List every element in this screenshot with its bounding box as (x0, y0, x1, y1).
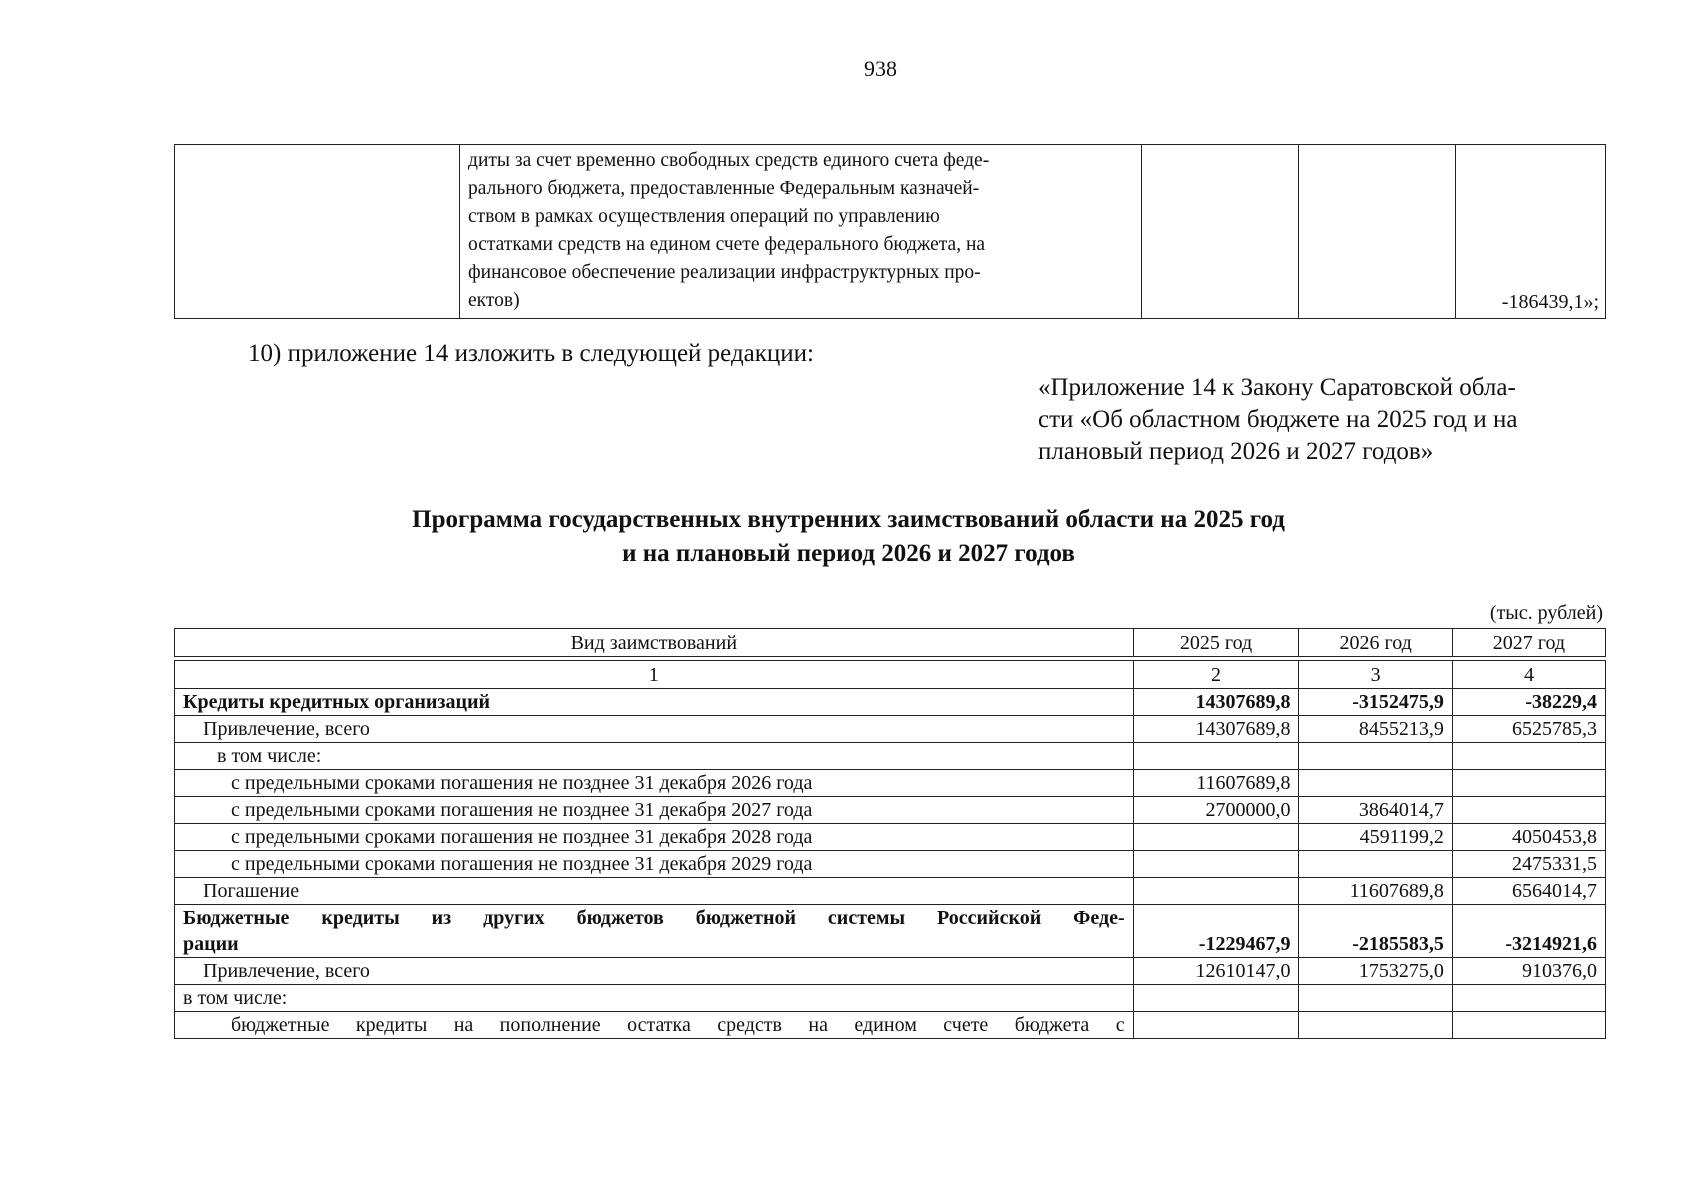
value-2027: 2475331,5 (1452, 851, 1605, 878)
row-label: с предельными сроками погашения не позднее 31 декабря 2026 года (175, 770, 1134, 797)
value-2026 (1299, 743, 1452, 770)
value-2027 (1452, 743, 1605, 770)
value-2025: 2700000,0 (1133, 797, 1299, 824)
row-label-line: рации (183, 933, 239, 955)
value-2026 (1299, 770, 1452, 797)
value-cell: -186439,1»; (1455, 145, 1605, 319)
text-line: диты за счет временно свободных средств единого счета феде- (468, 150, 990, 171)
value-2025 (1133, 985, 1299, 1012)
value-2025: -1229467,9 (1133, 905, 1299, 958)
value-2026 (1299, 985, 1452, 1012)
column-number: 1 (175, 661, 1134, 689)
row-label (175, 905, 1134, 958)
row-label: бюджетные кредиты на пополнение остатка средств на едином счете бюджета с (175, 1012, 1134, 1039)
value-2025: 11607689,8 (1133, 770, 1299, 797)
column-number-row (175, 661, 1606, 689)
value-2025: 14307689,8 (1133, 716, 1299, 743)
table-row (175, 824, 1606, 851)
title-line: Программа государственных внутренних заимствований области на 2025 год (412, 506, 1285, 533)
row-label: с предельными сроками погашения не позднее 31 декабря 2029 года (175, 851, 1134, 878)
table-row (175, 689, 1606, 716)
table-row (175, 985, 1606, 1012)
row-label: Кредиты кредитных организаций (175, 689, 1134, 716)
row-label: в том числе: (175, 743, 1134, 770)
value-2026 (1299, 851, 1452, 878)
column-header: Вид заимствований (175, 629, 1134, 657)
continuation-table (174, 144, 1606, 319)
value-2026: -2185583,5 (1299, 905, 1452, 958)
value-2025: 14307689,8 (1133, 689, 1299, 716)
row-label: с предельными сроками погашения не позднее 31 декабря 2027 года (175, 797, 1134, 824)
column-header: 2025 год (1133, 629, 1299, 657)
header-row (175, 629, 1606, 657)
value-2025 (1133, 1012, 1299, 1039)
document-title (0, 503, 1697, 571)
value-2026: 1753275,0 (1299, 958, 1452, 985)
table-row (175, 905, 1606, 958)
value-2027: 910376,0 (1452, 958, 1605, 985)
title-line: и на плановый период 2026 и 2027 годов (622, 540, 1075, 567)
value-2025 (1133, 824, 1299, 851)
empty-cell (1141, 145, 1298, 319)
row-label: Привлечение, всего (175, 958, 1134, 985)
instruction-text: 10) приложение 14 изложить в следующей редакции: (248, 340, 814, 367)
table-row (175, 716, 1606, 743)
table-row (175, 770, 1606, 797)
empty-cell (1298, 145, 1455, 319)
value-2025 (1133, 743, 1299, 770)
value-2027: 6525785,3 (1452, 716, 1605, 743)
value-2025: 12610147,0 (1133, 958, 1299, 985)
description-cell (460, 145, 1142, 319)
page-number: 938 (864, 56, 897, 81)
value-2026: 4591199,2 (1299, 824, 1452, 851)
table-row (175, 1012, 1606, 1039)
value-2025 (1133, 851, 1299, 878)
appendix-note (1038, 372, 1606, 468)
column-number: 3 (1299, 661, 1452, 689)
value-2027 (1452, 770, 1605, 797)
value-2026: 8455213,9 (1299, 716, 1452, 743)
column-header: 2026 год (1299, 629, 1452, 657)
empty-cell (175, 145, 460, 319)
text-line: рального бюджета, предоставленные Федеральным казначей- (468, 178, 980, 199)
units-label: (тыс. рублей) (1489, 602, 1603, 624)
table-row (175, 797, 1606, 824)
value-2026 (1299, 1012, 1452, 1039)
text-line: ектов) (468, 290, 520, 311)
value-2026: 11607689,8 (1299, 878, 1452, 905)
value-2025 (1133, 878, 1299, 905)
value-2027 (1452, 797, 1605, 824)
value-2027: 4050453,8 (1452, 824, 1605, 851)
column-header: 2027 год (1452, 629, 1605, 657)
table-row (175, 145, 1606, 319)
row-label: с предельными сроками погашения не позднее 31 декабря 2028 года (175, 824, 1134, 851)
appendix-line: сти «Об областном бюджете на 2025 год и на (1038, 406, 1518, 433)
text-line: финансовое обеспечение реализации инфраструктурных про- (468, 262, 981, 283)
row-label: Привлечение, всего (175, 716, 1134, 743)
row-label: в том числе: (175, 985, 1134, 1012)
value-2027: 6564014,7 (1452, 878, 1605, 905)
borrowing-table (174, 628, 1606, 1039)
table-row (175, 851, 1606, 878)
text-line: ством в рамках осуществления операций по управлению (468, 206, 940, 227)
value-2026: 3864014,7 (1299, 797, 1452, 824)
value-2027 (1452, 985, 1605, 1012)
table-row (175, 958, 1606, 985)
table-row (175, 878, 1606, 905)
value-2027: -38229,4 (1452, 689, 1605, 716)
row-label-line: Бюджетные кредиты из других бюджетов бюджетной системы Российской Феде- (183, 907, 1125, 929)
row-label: Погашение (175, 878, 1134, 905)
table-row (175, 743, 1606, 770)
value-2027 (1452, 1012, 1605, 1039)
value-2026: -3152475,9 (1299, 689, 1452, 716)
value-2027: -3214921,6 (1452, 905, 1605, 958)
appendix-line: «Приложение 14 к Закону Саратовской обла- (1038, 374, 1516, 401)
appendix-line: плановый период 2026 и 2027 годов» (1038, 438, 1434, 465)
column-number: 2 (1133, 661, 1299, 689)
text-line: остатками средств на едином счете федерального бюджета, на (468, 234, 986, 255)
column-number: 4 (1452, 661, 1605, 689)
